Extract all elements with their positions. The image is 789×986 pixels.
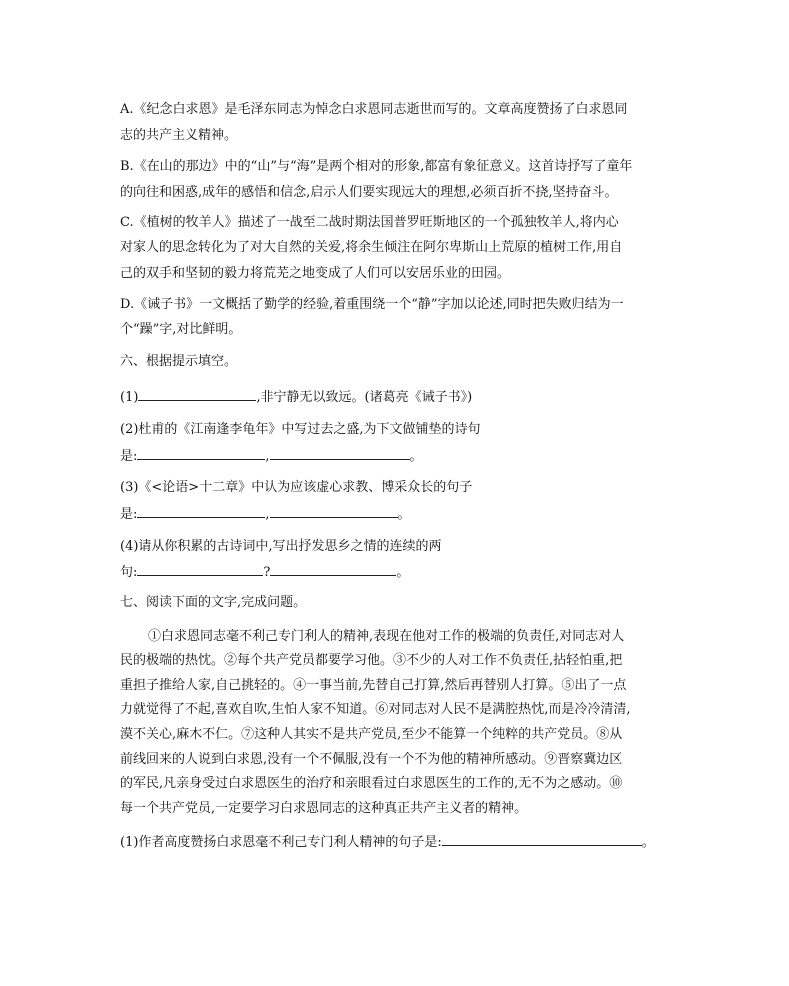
- option-a-line-2: 志的共产主义精神。: [120, 128, 238, 143]
- option-c-line-1: C.《植树的牧羊人》描述了一战至二战时期法国普罗旺斯地区的一个孤独牧羊人,将内心: [120, 215, 619, 230]
- q4-period: 。: [396, 565, 410, 580]
- q4-blank-2[interactable]: [270, 561, 396, 576]
- option-b-line-2: 的向往和困惑,成年的感悟和信念,启示人们要实现远大的理想,必须百折不挠,坚持奋斗。: [120, 185, 618, 200]
- q1-prefix: (1): [120, 390, 139, 405]
- passage-line-4: 力就觉得了不起,喜欢自吹,生怕人家不知道。⑥对同志对人民不是满腔热忱,而是冷冷清清,: [120, 702, 631, 717]
- option-d-line-1: D.《诫子书》一文概括了勤学的经验,着重围绕一个“静”字加以论述,同时把失败归结为一: [120, 297, 624, 312]
- fill-question-4-line-1: (4)请从你积累的古诗词中,写出抒发思乡之情的连续的两: [120, 539, 442, 554]
- option-d-line-2: 个“躁”字,对比鲜明。: [120, 322, 242, 337]
- q1-blank[interactable]: [138, 386, 256, 401]
- q2-blank-2[interactable]: [270, 445, 410, 460]
- passage-line-6: 前线回来的人说到白求恩,没有一个不佩服,没有一个不为他的精神所感动。⑨晋察冀边区: [120, 752, 623, 767]
- section-7-question-1: [120, 831, 655, 853]
- fill-question-3-line-1: (3)《<论语>十二章》中认为应该虚心求教、博采众长的句子: [120, 480, 473, 495]
- q2-blank-1[interactable]: [137, 445, 265, 460]
- q3-comma: ,: [265, 507, 270, 522]
- option-a-line-1: A.《纪念白求恩》是毛泽东同志为悼念白求恩同志逝世而写的。文章高度赞扬了白求恩同: [120, 102, 628, 117]
- s7-q1-blank[interactable]: [442, 831, 642, 846]
- q2-period: 。: [409, 449, 423, 464]
- passage-line-2: 民的极端的热忱。②每个共产党员都要学习他。③不少的人对工作不负责任,拈轻怕重,把: [120, 653, 623, 668]
- s7-q1-end: 。: [641, 835, 655, 850]
- section-6-title: 六、根据提示填空。: [120, 354, 238, 369]
- q4-blank-1[interactable]: [137, 561, 263, 576]
- passage-line-8: 每一个共产党员,一定要学习白求恩同志的这种真正共产主义者的精神。: [120, 801, 528, 816]
- passage-line-3: 重担子推给人家,自己挑轻的。④一事当前,先替自己打算,然后再替别人打算。⑤出了一点: [120, 678, 627, 693]
- q1-suffix: ,非宁静无以致远。(诸葛亮《诫子书》): [256, 390, 473, 405]
- q3-prefix: 是:: [120, 507, 138, 522]
- passage-line-7: 的军民,凡亲身受过白求恩医生的治疗和亲眼看过白求恩医生的工作的,无不为之感动。⑩: [120, 776, 623, 791]
- q2-comma: ,: [265, 449, 270, 464]
- q3-period: 。: [397, 507, 411, 522]
- passage-line-1: ①白求恩同志毫不利己专门利人的精神,表现在他对工作的极端的负责任,对同志对人: [148, 629, 625, 644]
- option-c-line-2: 对家人的思念转化为了对大自然的关爱,将余生倾注在阿尔卑斯山上荒原的植树工作,用自: [120, 240, 623, 255]
- fill-question-2-line-1: (2)杜甫的《江南逢李龟年》中写过去之盛,为下文做铺垫的诗句: [120, 422, 481, 437]
- q4-prefix: 句:: [120, 565, 138, 580]
- option-b-line-1: B.《在山的那边》中的“山”与“海”是两个相对的形象,都富有象征意义。这首诗抒写了童年: [120, 159, 633, 174]
- passage-line-5: 漠不关心,麻木不仁。⑦这种人其实不是共产党员,至少不能算一个纯粹的共产党员。⑧从: [120, 727, 623, 742]
- q3-blank-1[interactable]: [137, 503, 265, 518]
- s7-q1-text: (1)作者高度赞扬白求恩毫不利己专门利人精神的句子是:: [120, 835, 442, 850]
- fill-question-4-line-2: [120, 561, 409, 583]
- fill-question-3-line-2: [120, 503, 411, 525]
- q3-blank-2[interactable]: [270, 503, 398, 518]
- section-7-title: 七、阅读下面的文字,完成问题。: [120, 595, 307, 610]
- q2-prefix: 是:: [120, 449, 138, 464]
- q4-question-mark: ?: [263, 565, 271, 580]
- fill-question-1: [120, 386, 472, 408]
- option-c-line-3: 己的双手和坚韧的毅力将荒芜之地变成了人们可以安居乐业的田园。: [120, 266, 511, 281]
- fill-question-2-line-2: [120, 445, 423, 467]
